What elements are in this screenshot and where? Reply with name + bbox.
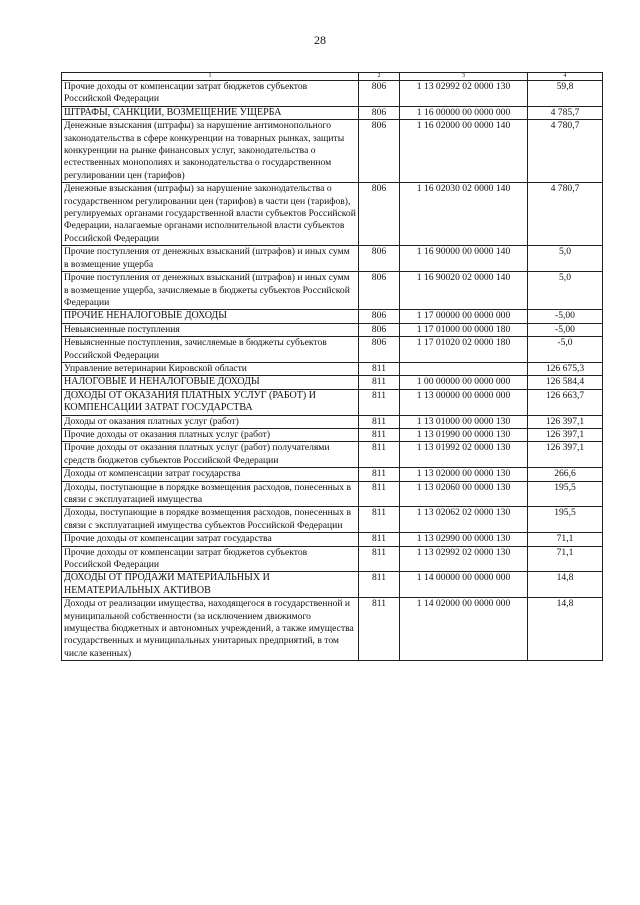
row-amount: 4 780,7: [528, 183, 603, 246]
row-amount: -5,0: [528, 337, 603, 363]
table-row: [62, 183, 603, 246]
table-row: [62, 120, 603, 183]
row-name: Денежные взыскания (штрафы) за нарушение законодательства о государственном регулировании цен (тарифов) в части цен (тарифов), регулируемых органами государственной власти субъектов Российской Федерации, налагаемые органами исполнительной власти субъектов Российской Федерации: [62, 183, 359, 246]
row-budget-code: 1 16 02030 02 0000 140: [400, 183, 528, 246]
row-name: Доходы от реализации имущества, находящегося в государственной и муниципальной собственности (за исключением движимого имущества бюджетных и автономных учреждений, а также имущества государственных и муниципальных унитарных предприятий, в том числе казенных): [62, 598, 359, 661]
row-name: ПРОЧИЕ НЕНАЛОГОВЫЕ ДОХОДЫ: [62, 310, 359, 323]
row-budget-code: 1 13 02992 02 0000 130: [400, 81, 528, 107]
row-budget-code: 1 13 02990 00 0000 130: [400, 533, 528, 546]
row-amount: 4 785,7: [528, 106, 603, 119]
table-row: [62, 323, 603, 336]
row-budget-code: 1 13 01990 00 0000 130: [400, 428, 528, 441]
row-amount: 5,0: [528, 246, 603, 272]
revenue-table-body: [62, 73, 603, 661]
table-row: [62, 598, 603, 661]
table-row: [62, 546, 603, 572]
table-row: [62, 272, 603, 310]
row-name: Прочие доходы от компенсации затрат бюджетов субъектов Российской Федерации: [62, 81, 359, 107]
table-row: [62, 389, 603, 415]
row-name: ДОХОДЫ ОТ ПРОДАЖИ МАТЕРИАЛЬНЫХ И НЕМАТЕРИАЛЬНЫХ АКТИВОВ: [62, 572, 359, 598]
row-admin-code: 811: [359, 546, 400, 572]
row-budget-code: 1 13 01992 02 0000 130: [400, 442, 528, 468]
row-admin-code: 811: [359, 572, 400, 598]
row-admin-code: 811: [359, 442, 400, 468]
table-row: [62, 81, 603, 107]
row-admin-code: 811: [359, 598, 400, 661]
row-name: ДОХОДЫ ОТ ОКАЗАНИЯ ПЛАТНЫХ УСЛУГ (РАБОТ) И КОМПЕНСАЦИИ ЗАТРАТ ГОСУДАРСТВА: [62, 389, 359, 415]
table-row: [62, 507, 603, 533]
row-admin-code: 806: [359, 272, 400, 310]
header-col-1: 1: [62, 73, 359, 81]
row-amount: 126 397,1: [528, 442, 603, 468]
row-admin-code: 811: [359, 376, 400, 389]
row-budget-code: 1 14 00000 00 0000 000: [400, 572, 528, 598]
row-name: Прочие доходы от оказания платных услуг (работ): [62, 428, 359, 441]
row-amount: -5,00: [528, 310, 603, 323]
row-budget-code: 1 00 00000 00 0000 000: [400, 376, 528, 389]
row-budget-code: 1 16 00000 00 0000 000: [400, 106, 528, 119]
page-number: 28: [314, 33, 326, 47]
row-amount: -5,00: [528, 323, 603, 336]
row-amount: 14,8: [528, 572, 603, 598]
row-budget-code: 1 17 01000 00 0000 180: [400, 323, 528, 336]
row-amount: 4 780,7: [528, 120, 603, 183]
row-admin-code: 806: [359, 120, 400, 183]
row-admin-code: 811: [359, 415, 400, 428]
row-budget-code: 1 13 02992 02 0000 130: [400, 546, 528, 572]
row-name: Прочие доходы от компенсации затрат государства: [62, 533, 359, 546]
header-col-3: 3: [400, 73, 528, 81]
row-amount: 126 397,1: [528, 415, 603, 428]
row-budget-code: 1 13 00000 00 0000 000: [400, 389, 528, 415]
row-name: Невыясненные поступления: [62, 323, 359, 336]
row-amount: 195,5: [528, 507, 603, 533]
header-col-4: 4: [528, 73, 603, 81]
table-row: [62, 442, 603, 468]
row-budget-code: 1 16 02000 00 0000 140: [400, 120, 528, 183]
row-budget-code: 1 17 00000 00 0000 000: [400, 310, 528, 323]
table-row: [62, 376, 603, 389]
table-row: [62, 481, 603, 507]
row-name: Управление ветеринарии Кировской области: [62, 362, 359, 375]
row-name: Прочие поступления от денежных взысканий (штрафов) и иных сумм в возмещение ущерба: [62, 246, 359, 272]
row-admin-code: 806: [359, 81, 400, 107]
row-budget-code: 1 16 90020 02 0000 140: [400, 272, 528, 310]
row-amount: 266,6: [528, 468, 603, 481]
row-budget-code: 1 17 01020 02 0000 180: [400, 337, 528, 363]
row-admin-code: 811: [359, 533, 400, 546]
row-budget-code: 1 13 02062 02 0000 130: [400, 507, 528, 533]
row-admin-code: 806: [359, 106, 400, 119]
row-name: Прочие поступления от денежных взысканий (штрафов) и иных сумм в возмещение ущерба, зачисляемые в бюджеты субъектов Российской Федерации: [62, 272, 359, 310]
row-amount: 126 397,1: [528, 428, 603, 441]
row-budget-code: 1 13 02000 00 0000 130: [400, 468, 528, 481]
row-admin-code: 806: [359, 310, 400, 323]
table-row: [62, 428, 603, 441]
row-name: Прочие доходы от оказания платных услуг (работ) получателями средств бюджетов субъектов Российской Федерации: [62, 442, 359, 468]
revenue-table: [61, 72, 603, 661]
table-row: [62, 533, 603, 546]
table-row: [62, 572, 603, 598]
row-admin-code: 811: [359, 481, 400, 507]
row-amount: 126 675,3: [528, 362, 603, 375]
row-name: Доходы от оказания платных услуг (работ): [62, 415, 359, 428]
row-amount: 126 584,4: [528, 376, 603, 389]
table-row: [62, 106, 603, 119]
row-amount: 59,8: [528, 81, 603, 107]
row-amount: 71,1: [528, 546, 603, 572]
row-amount: 5,0: [528, 272, 603, 310]
row-admin-code: 806: [359, 246, 400, 272]
row-amount: 71,1: [528, 533, 603, 546]
row-admin-code: 811: [359, 507, 400, 533]
table-row: [62, 468, 603, 481]
table-row: [62, 310, 603, 323]
row-amount: 126 663,7: [528, 389, 603, 415]
row-admin-code: 806: [359, 183, 400, 246]
table-header-row: [62, 73, 603, 81]
row-admin-code: 806: [359, 337, 400, 363]
table-row: [62, 246, 603, 272]
row-admin-code: 811: [359, 428, 400, 441]
table-row: [62, 415, 603, 428]
row-name: НАЛОГОВЫЕ И НЕНАЛОГОВЫЕ ДОХОДЫ: [62, 376, 359, 389]
row-name: Прочие доходы от компенсации затрат бюджетов субъектов Российской Федерации: [62, 546, 359, 572]
row-name: Доходы, поступающие в порядке возмещения расходов, понесенных в связи с эксплуатацией имущества субъектов Российской Федерации: [62, 507, 359, 533]
row-budget-code: 1 13 02060 00 0000 130: [400, 481, 528, 507]
row-name: Доходы от компенсации затрат государства: [62, 468, 359, 481]
row-budget-code: 1 14 02000 00 0000 000: [400, 598, 528, 661]
row-name: ШТРАФЫ, САНКЦИИ, ВОЗМЕЩЕНИЕ УЩЕРБА: [62, 106, 359, 119]
row-budget-code: 1 13 01000 00 0000 130: [400, 415, 528, 428]
table-row: [62, 362, 603, 375]
row-admin-code: 811: [359, 389, 400, 415]
row-name: Невыясненные поступления, зачисляемые в бюджеты субъектов Российской Федерации: [62, 337, 359, 363]
table-row: [62, 337, 603, 363]
row-name: Денежные взыскания (штрафы) за нарушение антимонопольного законодательства в сфере конкуренции на товарных рынках, защиты конкуренции на рынке финансовых услуг, законодательства о естественных монополиях и законодательства о государственном регулировании цен (тарифов): [62, 120, 359, 183]
row-admin-code: 811: [359, 468, 400, 481]
row-admin-code: 811: [359, 362, 400, 375]
row-budget-code: [400, 362, 528, 375]
row-admin-code: 806: [359, 323, 400, 336]
header-col-2: 2: [359, 73, 400, 81]
row-name: Доходы, поступающие в порядке возмещения расходов, понесенных в связи с эксплуатацией имущества: [62, 481, 359, 507]
row-amount: 195,5: [528, 481, 603, 507]
row-budget-code: 1 16 90000 00 0000 140: [400, 246, 528, 272]
row-amount: 14,8: [528, 598, 603, 661]
